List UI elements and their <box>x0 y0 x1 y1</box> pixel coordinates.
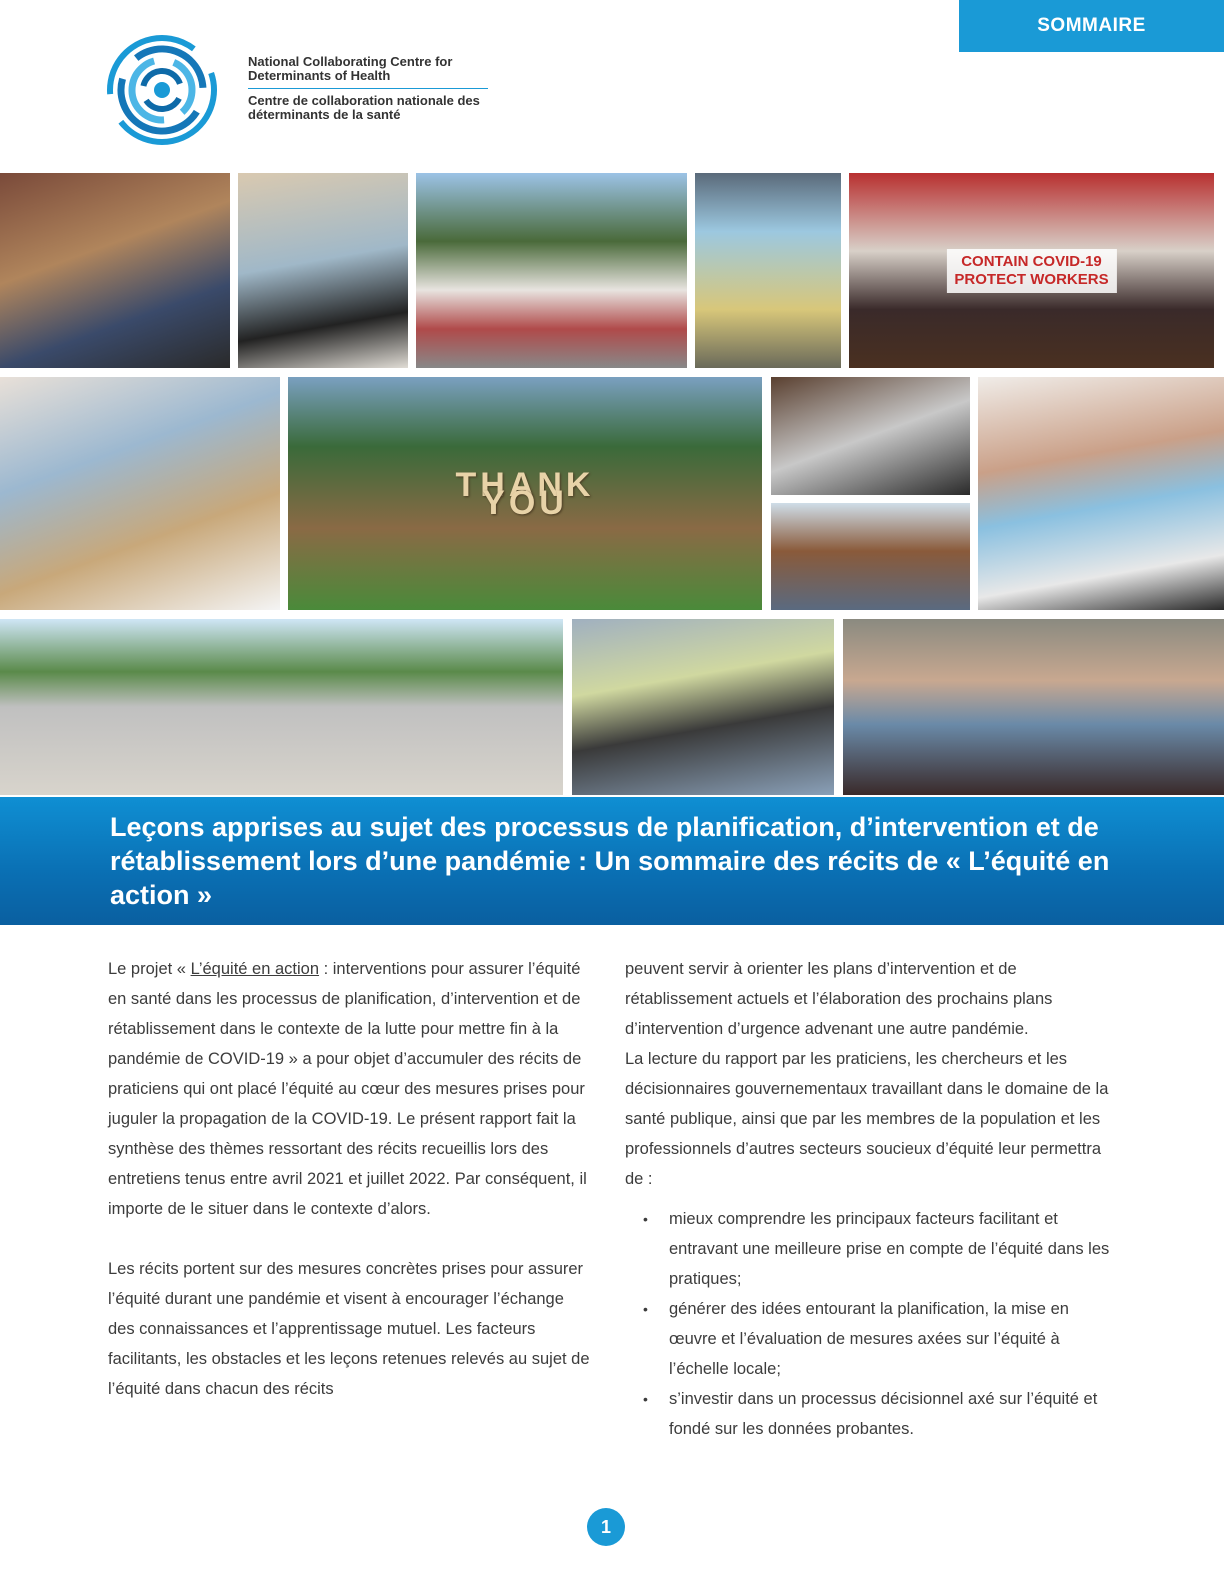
document-title: Leçons apprises au sujet des processus de planification, d’intervention et de rétablissement lors d’une pandémie : Un sommaire des récits de « L’équité en action » <box>110 812 1110 910</box>
list-item: • s’investir dans un processus décisionnel axé sur l’équité et fondé sur les données probantes. <box>669 1384 1115 1444</box>
intro-paragraph <box>108 954 594 1224</box>
stories-paragraph: Les récits portent sur des mesures concrètes prises pour assurer l’équité durant une pandémie et visent à encourager l’échange des connaissances et l’apprentissage mutuel. Les facteurs facilitants, les obstacles et les leçons retenues relevés au sujet de l’équité dans chacun des récits <box>108 1260 590 1398</box>
summary-tag <box>959 0 1224 52</box>
nccdh-logo <box>105 33 219 147</box>
photo-group-people <box>0 173 230 368</box>
photo-donation-bags <box>416 173 687 368</box>
intro-text-rest: : interventions pour assurer l’équité en santé dans les processus de planification, d’intervention et de rétablissement dans le contexte de la lutte pour mettre fin à la pandémie de COVID-19 » a pour objet d’accumuler des récits de praticiens qui ont placé l’équité au cœur des mesures prises pour juguler la propagation de la COVID-19. Le présent rapport fait la synthèse des thèmes ressortant des récits recueillis lors des entretiens tenus entre avril 2021 et juillet 2022. Par conséquent, il importe de le situer dans le contexte d’alors. <box>108 960 587 1218</box>
benefits-list <box>625 1204 1115 1444</box>
project-link[interactable]: L’équité en action <box>190 960 320 978</box>
thank-you-sign-text: THANK YOU <box>455 465 595 522</box>
page-number-label: 1 <box>600 1516 611 1537</box>
photo-laptop-hands <box>771 377 970 495</box>
list-item: • générer des idées entourant la planification, la mise en œuvre et l’évaluation de mesures axées sur l’équité à l’échelle locale; <box>669 1294 1115 1384</box>
photo-vaccinated-arm <box>978 377 1224 610</box>
photo-face-shield-worker <box>695 173 841 368</box>
title-banner <box>0 797 1224 925</box>
org-name-en: National Collaborating Centre for Determinants of Health <box>248 55 488 89</box>
org-name-fr: Centre de collaboration nationale des déterminants de la santé <box>248 93 480 122</box>
photo-vaccination-clinic <box>0 377 280 610</box>
list-item: • mieux comprendre les principaux facteurs facilitant et entravant une meilleure prise en compte de l’équité dans les pratiques; <box>669 1204 1115 1294</box>
summary-tag-label: SOMMAIRE <box>1037 15 1146 36</box>
photo-masked-group <box>843 619 1224 795</box>
left-column <box>108 954 594 1404</box>
photo-arena-clinic <box>572 619 834 795</box>
org-name <box>248 55 488 122</box>
intro-text-start: Le projet « <box>108 960 191 978</box>
press-sign-text: CONTAIN COVID-19 PROTECT WORKERS <box>946 249 1116 293</box>
audience-paragraph: La lecture du rapport par les praticiens, les chercheurs et les décisionnaires gouvernementaux travaillant dans le domaine de la santé publique, ainsi que par les membres de la population et les professionnels d’autres secteurs soucieux d’équité leur permettra de : <box>625 1050 1109 1188</box>
photo-thank-you-sign <box>288 377 762 610</box>
photo-vaccine-preparation <box>238 173 408 368</box>
photo-press-conference <box>849 173 1214 368</box>
photo-city-buildings <box>771 503 970 610</box>
right-column <box>625 954 1115 1444</box>
photo-outdoor-team <box>0 619 563 795</box>
page-number <box>587 1508 625 1546</box>
continuation-paragraph: peuvent servir à orienter les plans d’intervention et de rétablissement actuels et l’élaboration des prochains plans d’intervention d’urgence advenant une autre pandémie. <box>625 960 1053 1038</box>
